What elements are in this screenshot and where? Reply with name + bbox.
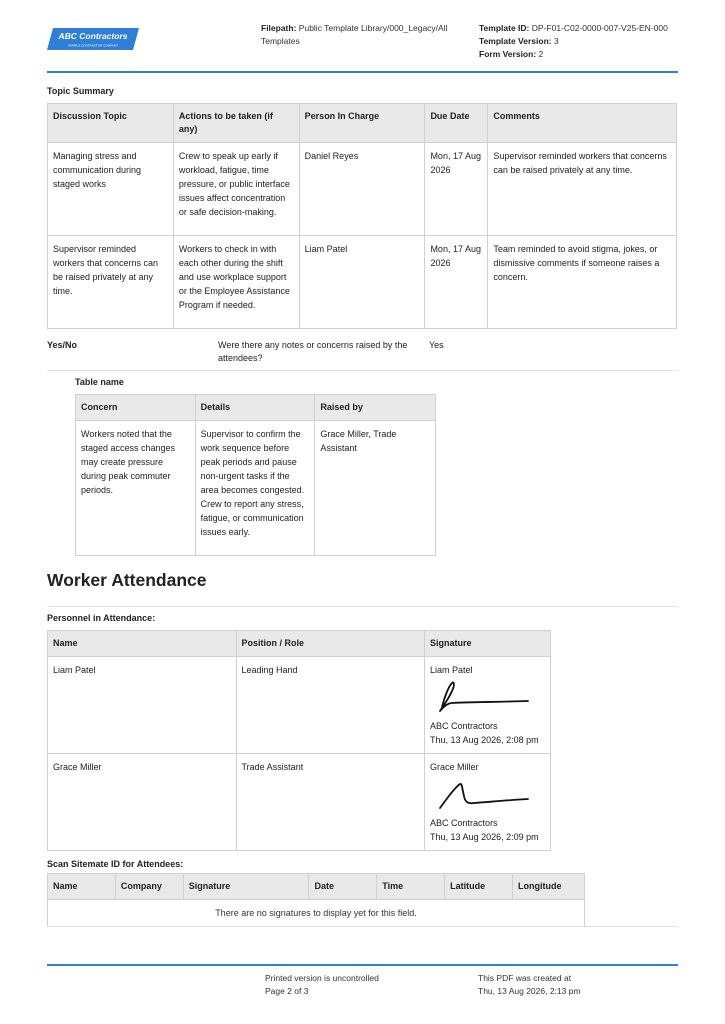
form-version-label: Form Version: [479, 49, 537, 59]
concerns-table [75, 394, 436, 556]
column-header: Raised by [315, 395, 436, 421]
yes-no-question-row [47, 339, 678, 369]
yes-no-label: Yes/No [47, 340, 78, 350]
table-cell: Mon, 17 Aug 2026 [425, 143, 488, 236]
filepath-block [261, 22, 471, 48]
scan-sitemate-table [47, 873, 585, 927]
signature-timestamp: Thu, 13 Aug 2026, 2:08 pm [430, 735, 539, 745]
column-header: Concern [76, 395, 196, 421]
logo-subtext: SAMPLE CONTRACTOR COMPANY [68, 43, 118, 48]
column-header: Longitude [513, 874, 585, 900]
table-row [48, 900, 585, 927]
table-row [76, 421, 436, 556]
attendee-role: Leading Hand [236, 657, 425, 754]
filepath-value: Public Template Library/000_Legacy/All Templates [261, 23, 448, 46]
column-header: Time [377, 874, 445, 900]
divider [47, 606, 678, 607]
signature-cell [425, 754, 551, 851]
signature-company: ABC Contractors [430, 818, 498, 828]
table-cell: Daniel Reyes [299, 143, 425, 236]
table-header-row [48, 104, 677, 143]
handwritten-signature [430, 778, 530, 814]
topic-summary-table [47, 103, 677, 329]
signature-name: Grace Miller [430, 762, 479, 772]
column-header: Company [115, 874, 183, 900]
created-timestamp: Thu, 13 Aug 2026, 2:13 pm [478, 986, 581, 996]
table-cell: Liam Patel [299, 236, 425, 329]
table-cell: Workers noted that the staged access changes may create pressure during peak commuter periods. [76, 421, 196, 556]
column-header: Name [48, 631, 237, 657]
column-header: Signature [425, 631, 551, 657]
column-header: Name [48, 874, 116, 900]
attendee-name: Grace Miller [48, 754, 237, 851]
table-row [48, 236, 677, 329]
template-id-label: Template ID: [479, 23, 530, 33]
empty-state-message: There are no signatures to display yet for this field. [48, 900, 585, 927]
signature-name: Liam Patel [430, 665, 473, 675]
concerns-table-label: Table name [75, 377, 124, 387]
filepath-label: Filepath: [261, 23, 297, 33]
worker-attendance-heading: Worker Attendance [47, 570, 207, 590]
column-header: Latitude [445, 874, 513, 900]
table-row [48, 143, 677, 236]
table-cell: Mon, 17 Aug 2026 [425, 236, 488, 329]
signature-company: ABC Contractors [430, 721, 498, 731]
created-notice [478, 972, 581, 998]
column-header: Due Date [425, 104, 488, 143]
created-label: This PDF was created at [478, 973, 572, 983]
template-info-block [479, 22, 679, 61]
table-row [48, 657, 551, 754]
column-header: Actions to be taken (if any) [173, 104, 299, 143]
table-header-row [76, 395, 436, 421]
printed-uncontrolled-text: Printed version is uncontrolled [265, 973, 379, 983]
column-header: Date [309, 874, 377, 900]
signature-timestamp: Thu, 13 Aug 2026, 2:09 pm [430, 832, 539, 842]
form-version-value: 2 [538, 49, 544, 59]
template-id-value: DP-F01-C02-0000-007-V25-EN-000 [531, 23, 668, 33]
column-header: Signature [183, 874, 309, 900]
attendee-role: Trade Assistant [236, 754, 425, 851]
personnel-table [47, 630, 551, 851]
table-header-row [48, 874, 585, 900]
column-header: Position / Role [236, 631, 425, 657]
personnel-label: Personnel in Attendance: [47, 613, 156, 623]
table-cell: Workers to check in with each other during the shift and use workplace support or the Employee Assistance Program if needed. [173, 236, 299, 329]
template-version-label: Template Version: [479, 36, 552, 46]
logo-text: ABC Contractors [58, 31, 128, 41]
yes-no-question: Were there any notes or concerns raised by the attendees? [218, 340, 408, 363]
company-logo [47, 26, 139, 52]
page-number: Page 2 of 3 [265, 986, 309, 996]
table-cell: Supervisor reminded workers that concerns can be raised privately at any time. [488, 143, 677, 236]
footer-divider [47, 964, 678, 966]
column-header: Person In Charge [299, 104, 425, 143]
signature-cell [425, 657, 551, 754]
divider [47, 926, 678, 927]
column-header: Discussion Topic [48, 104, 174, 143]
template-version-value: 3 [553, 36, 559, 46]
topic-summary-label: Topic Summary [47, 86, 114, 96]
divider [47, 370, 678, 371]
table-cell: Managing stress and communication during staged works [48, 143, 174, 236]
attendee-name: Liam Patel [48, 657, 237, 754]
table-cell: Supervisor reminded workers that concerns can be raised privately at any time. [48, 236, 174, 329]
scan-sitemate-label: Scan Sitemate ID for Attendees: [47, 859, 184, 869]
print-notice [265, 972, 379, 998]
table-cell: Supervisor to confirm the work sequence before peak periods and pause non-urgent tasks if the area becomes congested. Crew to report any stress, fatigue, or communication issues early. [195, 421, 315, 556]
yes-no-answer: Yes [429, 340, 444, 350]
handwritten-signature [430, 681, 530, 717]
column-header: Comments [488, 104, 677, 143]
table-cell: Crew to speak up early if workload, fatigue, time pressure, or public interface issues affect concentration or safe decision-making. [173, 143, 299, 236]
table-cell: Grace Miller, Trade Assistant [315, 421, 436, 556]
table-header-row [48, 631, 551, 657]
column-header: Details [195, 395, 315, 421]
header-divider [47, 71, 678, 73]
page-header [47, 18, 678, 68]
table-cell: Team reminded to avoid stigma, jokes, or dismissive comments if someone raises a concern. [488, 236, 677, 329]
table-row [48, 754, 551, 851]
